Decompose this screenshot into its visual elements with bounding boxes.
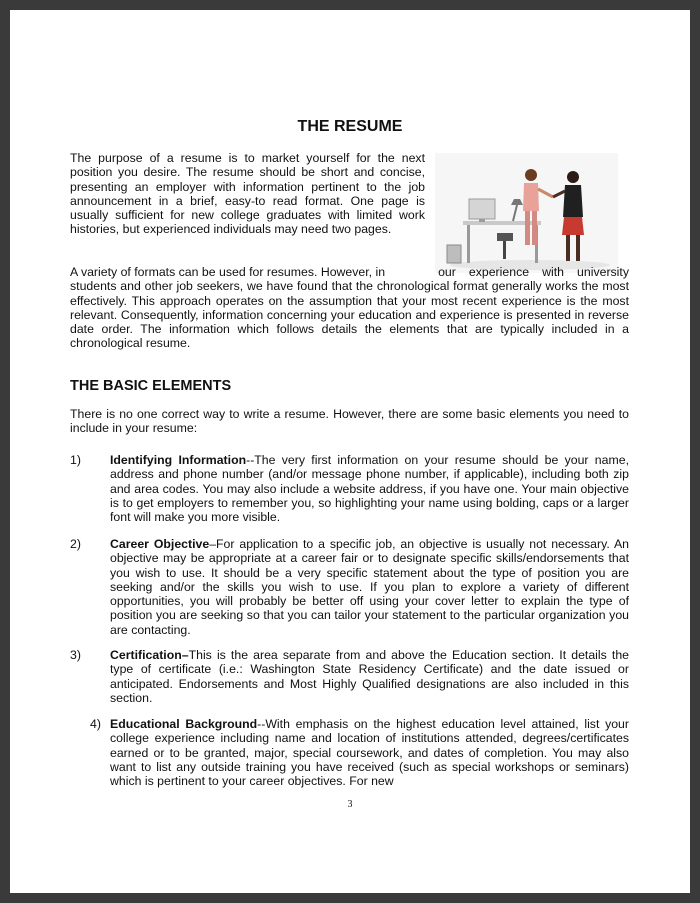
page-title: THE RESUME xyxy=(297,118,403,135)
item-number: 1) xyxy=(70,453,81,467)
item-term: Educational Background xyxy=(110,717,258,731)
item-text: This is the area separate from and above the Education section. It details the type of certificate (i.e.: Washington State Residency Certificate) and the date issued or anticipated. Endorsements and Most Highly Qualified designations are also included in this section. xyxy=(110,648,629,705)
formats-paragraph-rest: our experience with university students and other job seekers, we have found that the chronological format generally works the most effectively. This approach operates on the assumption that your most recent experience is the most relevant. Consequently, information concerning your education and experience is presented in reverse date order. The information which follows details the elements that are typically included in a chronological resume. xyxy=(70,265,629,351)
list-item xyxy=(110,537,629,637)
list-item xyxy=(110,453,629,524)
formats-paragraph xyxy=(70,265,629,351)
item-text: –For application to a specific job, an objective is usually not necessary. An objective may be appropriate at a career fair or to designate specific skills/endorsements that you wish to use. It should be a very specific statement about the type of position you are seeking and/or the skills you wish to use. If you plan to explore a variety of different opportunities, you will probably be better off using your cover letter to explain the type of position you are seeking so that you can tailor your statement to the particular organization you are contacting. xyxy=(110,537,630,637)
intro-paragraph: The purpose of a resume is to market yourself for the next position you desire. The resume should be short and concise, presenting an employer with information pertinent to the job announcement in a brief, easy-to read format. One page is usually sufficient for new college graduates with limited work histories, but experienced individuals may need two pages. xyxy=(70,151,425,237)
formats-paragraph-first-line: A variety of formats can be used for resumes. However, in xyxy=(70,265,386,279)
section-intro: There is no one correct way to write a resume. However, there are some basic elements you need to include in your resume: xyxy=(70,407,629,436)
handshake-illustration xyxy=(435,153,618,273)
section-heading: THE BASIC ELEMENTS xyxy=(70,378,232,394)
item-text: --With emphasis on the highest education level attained, list your college experience including name and location of institutions attended, degrees/certificates earned or to be granted, major, special coursework, and dates of completion. You may also want to list any outside training you have received (such as special workshops or seminars) which is pertinent to your career objectives. For new xyxy=(110,717,629,789)
item-term: Identifying Information xyxy=(110,453,247,467)
item-term: Career Objective xyxy=(110,537,210,551)
document-page xyxy=(10,10,690,893)
item-text: --The very first information on your resume should be your name, address and phone number (and/or message phone number, if applicable), including both zip and area codes. You may also include a website address, if you have one. Your main objective is to get employers to remember you, so highlighting your name using bolding, caps or a larger font will make you more visible. xyxy=(110,453,629,525)
item-number: 4) xyxy=(90,717,101,731)
list-item xyxy=(110,717,629,788)
page-number: 3 xyxy=(347,799,353,810)
item-number: 2) xyxy=(70,537,81,551)
item-number: 3) xyxy=(70,648,81,662)
item-term: Certification– xyxy=(110,648,189,662)
list-item xyxy=(110,648,629,705)
